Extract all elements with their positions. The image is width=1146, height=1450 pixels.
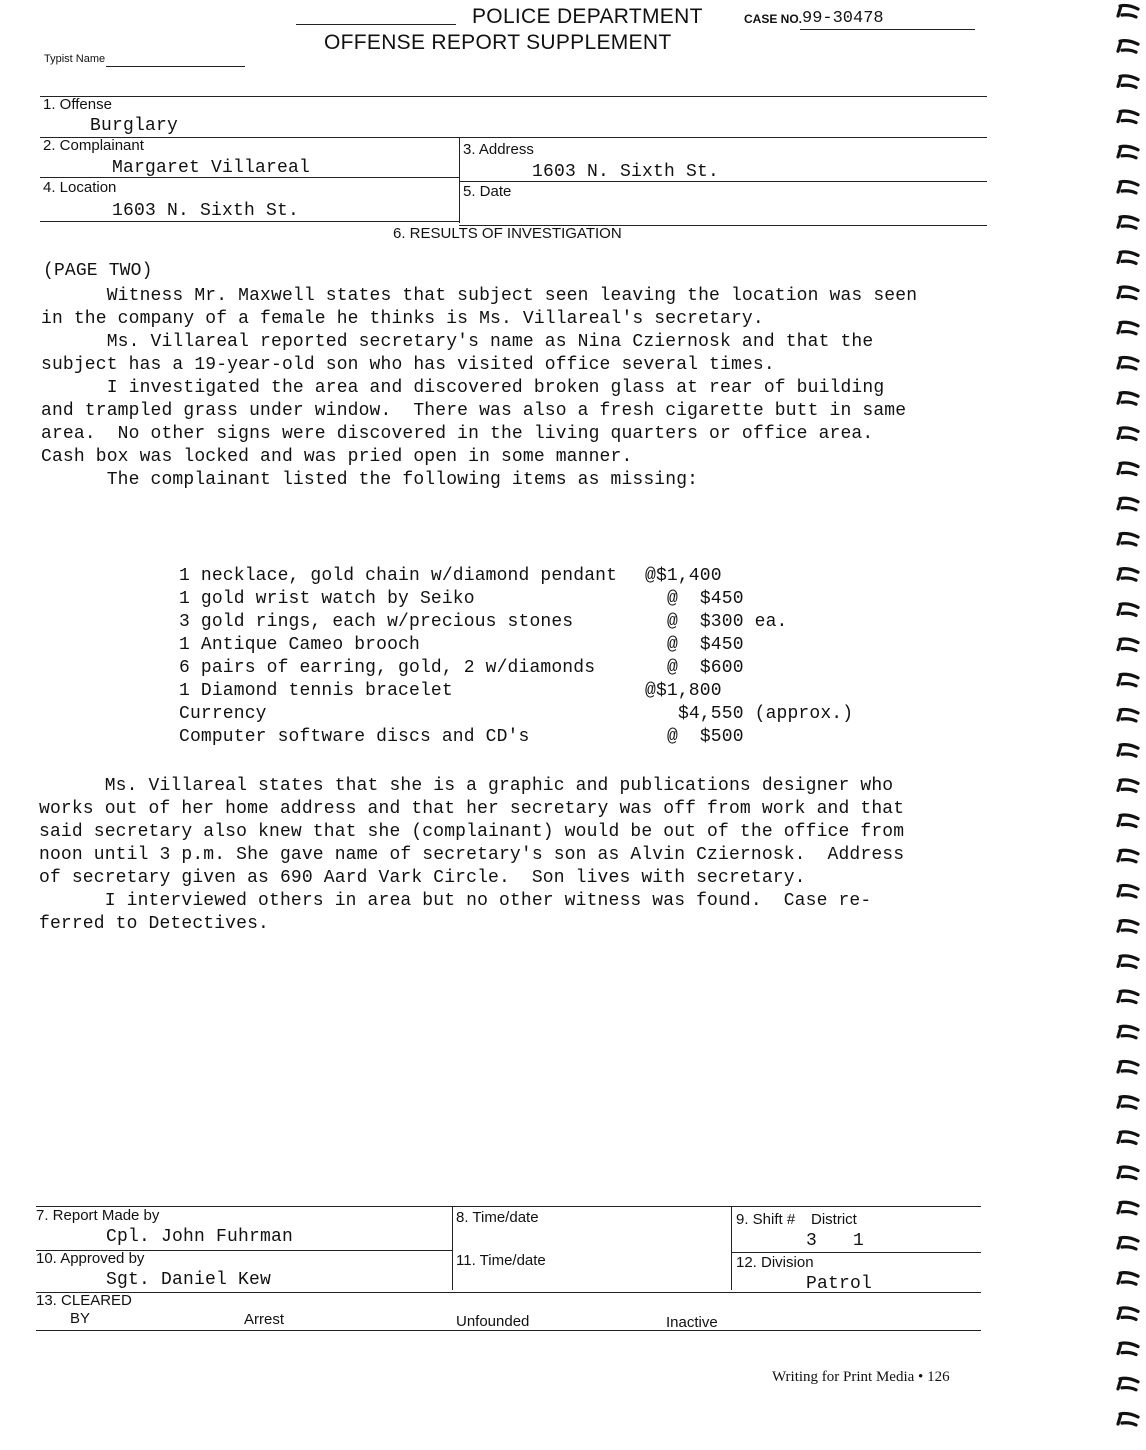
spiral-hook: [1118, 533, 1138, 545]
narrative-line: works out of her home address and that her secretary was off from work and that: [39, 799, 905, 819]
address-label: 3. Address: [463, 141, 534, 158]
spiral-hook: [1118, 815, 1138, 827]
narrative-line: Ms. Villareal reported secretary's name as Nina Cziernosk and that the: [41, 332, 874, 352]
spiral-hook: [1118, 1202, 1138, 1214]
address-value: 1603 N. Sixth St.: [532, 162, 720, 182]
narrative-line: noon until 3 p.m. She gave name of secretary's son as Alvin Cziernosk. Address: [39, 845, 905, 865]
narrative-line: Witness Mr. Maxwell states that subject seen leaving the location was seen: [41, 286, 918, 306]
offense-value: Burglary: [90, 116, 179, 136]
spiral-hook: [1118, 1097, 1138, 1109]
spiral-hook: [1118, 1308, 1138, 1320]
list-item: 1 Diamond tennis bracelet @$1,800: [179, 681, 722, 701]
list-item: 6 pairs of earring, gold, 2 w/diamonds @ $600: [179, 658, 744, 678]
approved-by-value: Sgt. Daniel Kew: [106, 1270, 272, 1290]
list-item: 1 gold wrist watch by Seiko @ $450: [179, 589, 744, 609]
approved-by-label: 10. Approved by: [36, 1250, 145, 1267]
inactive-label: Inactive: [666, 1314, 718, 1331]
district-label: District: [811, 1211, 857, 1228]
case-no-value: 99-30478: [802, 9, 884, 28]
book-title: Writing for Print Media: [772, 1369, 915, 1385]
narrative-line: subject has a 19-year-old son who has visited office several times.: [41, 355, 775, 375]
typist-name-label: Typist Name: [44, 53, 106, 65]
spiral-binding-decoration: [1106, 0, 1146, 1450]
spiral-hook: [1118, 76, 1138, 88]
list-item: 1 necklace, gold chain w/diamond pendant @$1,400: [179, 566, 722, 586]
spiral-hook: [1118, 41, 1138, 53]
division-label: 12. Division: [736, 1254, 814, 1271]
spiral-hook: [1118, 1343, 1138, 1355]
division-value: Patrol: [806, 1274, 873, 1294]
spiral-hook: [1118, 604, 1138, 616]
bullet-separator: •: [918, 1369, 924, 1385]
spiral-hook: [1118, 745, 1138, 757]
narrative-block: [41, 285, 917, 492]
spiral-hook: [1118, 1378, 1138, 1390]
spiral-hook: [1118, 1237, 1138, 1249]
spiral-hook: [1118, 1132, 1138, 1144]
spiral-hook: [1118, 639, 1138, 651]
district-value: 1: [853, 1231, 865, 1251]
list-item: 3 gold rings, each w/precious stones @ $300 ea.: [179, 612, 788, 632]
missing-items-list: [179, 565, 854, 749]
page-number: 126: [927, 1369, 950, 1385]
location-label: 4. Location: [43, 179, 117, 196]
page-footer: [772, 1369, 950, 1386]
narrative-line: I interviewed others in area but no other witness was found. Case re-: [39, 891, 872, 911]
case-no-label: CASE NO.: [744, 12, 803, 26]
time-date-8-label: 8. Time/date: [456, 1209, 539, 1226]
spiral-hook: [1118, 428, 1138, 440]
date-label: 5. Date: [463, 183, 512, 200]
spiral-hook: [1118, 322, 1138, 334]
shift-label: 9. Shift #: [736, 1211, 796, 1228]
spiral-hook: [1118, 1273, 1138, 1285]
spiral-hook: [1118, 217, 1138, 229]
spiral-hook: [1118, 991, 1138, 1003]
spiral-hook: [1118, 463, 1138, 475]
narrative-line: Ms. Villareal states that she is a graphic and publications designer who: [39, 776, 894, 796]
spiral-hook: [1118, 252, 1138, 264]
list-item: Computer software discs and CD's @ $500: [179, 727, 744, 747]
location-value: 1603 N. Sixth St.: [112, 201, 300, 221]
spiral-hook: [1118, 146, 1138, 158]
page-marker: (PAGE TWO): [43, 261, 153, 281]
narrative-line: in the company of a female he thinks is Ms. Villareal's secretary.: [41, 309, 764, 329]
time-date-11-label: 11. Time/date: [456, 1252, 546, 1269]
narrative-line: area. No other signs were discovered in the living quarters or office area.: [41, 424, 874, 444]
spiral-hook: [1118, 674, 1138, 686]
spiral-hook: [1118, 181, 1138, 193]
list-item: Currency $4,550 (approx.): [179, 704, 854, 724]
arrest-label: Arrest: [244, 1311, 285, 1328]
spiral-hook: [1118, 709, 1138, 721]
spiral-hook: [1118, 780, 1138, 792]
narrative-line: I investigated the area and discovered broken glass at rear of building: [41, 378, 885, 398]
department-title: POLICE DEPARTMENT: [472, 5, 703, 28]
report-made-by-value: Cpl. John Fuhrman: [106, 1227, 294, 1247]
spiral-hook: [1118, 921, 1138, 933]
spiral-hook: [1118, 393, 1138, 405]
narrative-line: Cash box was locked and was pried open in some manner.: [41, 447, 633, 467]
spiral-hook: [1118, 1061, 1138, 1073]
complainant-value: Margaret Villareal: [112, 158, 311, 178]
narrative-line: ferred to Detectives.: [39, 914, 269, 934]
spiral-hook: [1118, 1026, 1138, 1038]
cleared-label: 13. CLEARED: [36, 1292, 132, 1309]
spiral-hook: [1118, 1167, 1138, 1179]
spiral-hook: [1118, 5, 1138, 17]
spiral-hook: [1118, 498, 1138, 510]
cleared-by-label: BY: [70, 1310, 91, 1327]
narrative-line: The complainant listed the following items as missing:: [41, 470, 699, 490]
narrative-block-continued: [39, 775, 904, 936]
spiral-hook: [1118, 850, 1138, 862]
offense-label: 1. Offense: [43, 96, 112, 113]
spiral-hook: [1118, 1413, 1138, 1425]
form-title: OFFENSE REPORT SUPPLEMENT: [324, 31, 672, 54]
unfounded-label: Unfounded: [456, 1313, 530, 1330]
results-of-investigation-label: 6. RESULTS OF INVESTIGATION: [393, 225, 622, 242]
shift-value: 3: [806, 1231, 818, 1251]
spiral-hook: [1118, 357, 1138, 369]
spiral-hook: [1118, 885, 1138, 897]
spiral-hook: [1118, 111, 1138, 123]
report-made-by-label: 7. Report Made by: [36, 1207, 160, 1224]
narrative-line: and trampled grass under window. There was also a fresh cigarette butt in same: [41, 401, 907, 421]
complainant-label: 2. Complainant: [43, 137, 144, 154]
spiral-hook: [1118, 287, 1138, 299]
list-item: 1 Antique Cameo brooch @ $450: [179, 635, 744, 655]
spiral-hook: [1118, 569, 1138, 581]
narrative-line: of secretary given as 690 Aard Vark Circle. Son lives with secretary.: [39, 868, 806, 888]
narrative-line: said secretary also knew that she (complainant) would be out of the office from: [39, 822, 905, 842]
spiral-hook: [1118, 956, 1138, 968]
